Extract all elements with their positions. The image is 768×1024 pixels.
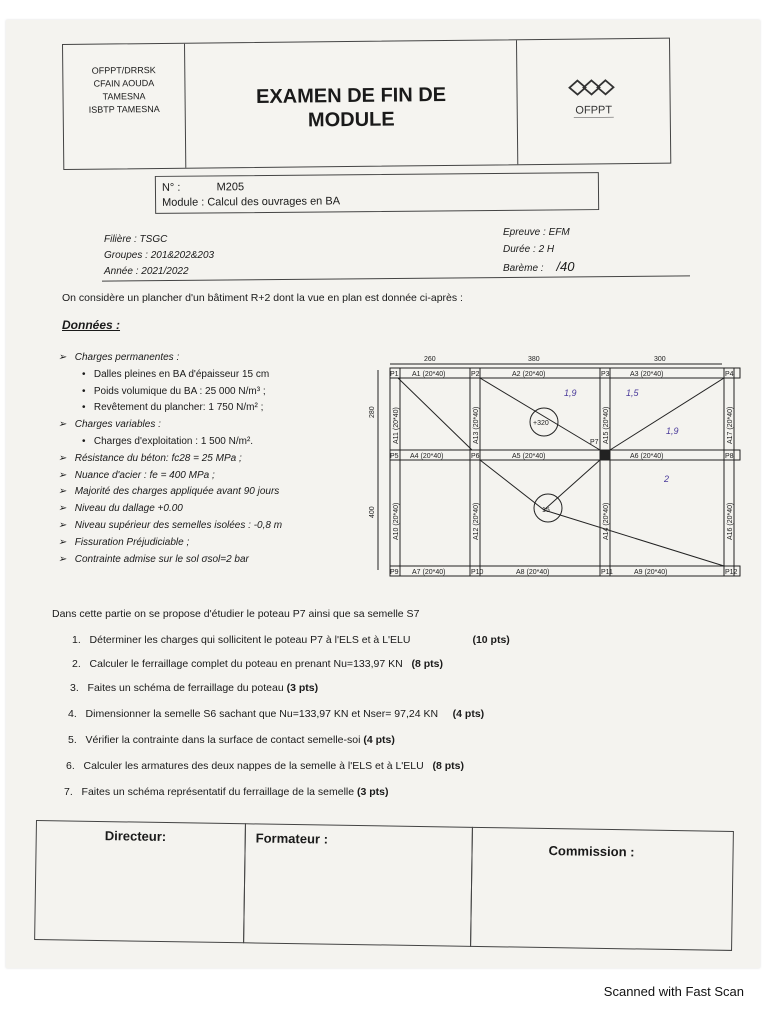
ofppt-logo	[517, 39, 670, 165]
donnee-item: • Revêtement du plancher: 1 750 N/m² ;	[82, 402, 264, 414]
module-number: M205	[216, 181, 245, 194]
info-bareme: Barème :	[503, 263, 544, 274]
exam-info-left	[104, 232, 214, 280]
plan-dim-left: 400	[369, 506, 376, 518]
beam-label: A2 (20*40)	[512, 371, 546, 378]
handwritten-note: 1,5	[626, 388, 639, 398]
donnee-item: ➢ Charges permanentes :	[58, 352, 180, 363]
institution-line: CFAIN AOUDA	[93, 78, 155, 89]
question-3: 3. Faites un schéma de ferraillage du poteau (3 pts)	[70, 682, 319, 694]
question-4: 4. Dimensionner la semelle S6 sachant que Nu=133,97 KN et Nser= 97,24 KN (4 pts)	[68, 708, 485, 720]
info-annee: Année : 2021/2022	[104, 266, 189, 277]
beam-label: A7 (20*40)	[412, 569, 446, 576]
beam-label: A17 (20*40)	[727, 406, 734, 444]
beam-label: A1 (20*40)	[412, 371, 446, 378]
logo-rings-icon	[517, 39, 670, 165]
institution-line: OFPPT/DRRSK	[91, 65, 156, 76]
beam-label: A9 (20*40)	[634, 569, 668, 576]
donnees-title: Données :	[62, 318, 121, 332]
question-6: 6. Calculer les armatures des deux nappes de la semelle à l'ELS et à L'ELU (8 pts)	[66, 760, 464, 772]
post-label: P11	[601, 569, 613, 576]
beam-label: A11 (20*40)	[393, 407, 400, 444]
beam-label: A4 (20*40)	[410, 453, 444, 460]
post-label: P2	[471, 371, 480, 378]
module-number-label: N° :	[161, 181, 181, 194]
plan-dim-left: 280	[369, 406, 376, 418]
exam-title-line: MODULE	[307, 108, 395, 132]
floor-plan	[368, 352, 744, 584]
question-1: 1. Déterminer les charges qui sollicitent le poteau P7 à l'ELS et à L'ELU (10 pts)	[72, 634, 510, 646]
beam-label: A16 (20*40)	[727, 502, 734, 540]
plan-dim-top: 260	[424, 356, 436, 363]
post-label: P3	[601, 371, 610, 378]
level-tag: +320	[533, 420, 549, 427]
scan-footer: Scanned with Fast Scan	[603, 984, 744, 999]
donnee-item: ➢ Nuance d'acier : fe = 400 MPa ;	[58, 469, 215, 481]
signature-table	[34, 820, 736, 951]
module-box	[155, 172, 599, 214]
plan-dim-top: 380	[528, 356, 540, 363]
donnee-item: ➢ Niveau supérieur des semelles isolées : -0,8 m	[58, 519, 283, 531]
signature-directeur: Directeur:	[34, 820, 246, 943]
exam-title	[185, 40, 518, 167]
exam-title-line: EXAMEN DE FIN DE	[255, 83, 447, 108]
signature-formateur: Formateur :	[243, 823, 473, 947]
question-5: 5. Vérifier la contrainte dans la surface de contact semelle-soi (4 pts)	[68, 734, 395, 746]
info-groupes: Groupes : 201&202&203	[104, 250, 215, 261]
beam-label: A14 (20*40)	[603, 502, 610, 540]
beam-label: A13 (20*40)	[473, 406, 480, 444]
intro-text: On considère un plancher d'un bâtiment R+2 dont la vue en plan est donnée ci-après :	[62, 292, 463, 304]
donnee-item: ➢ Fissuration Préjudiciable ;	[58, 536, 190, 548]
institution-line: TAMESNA	[102, 91, 146, 102]
beam-label: A15 (20*40)	[603, 406, 610, 444]
handwritten-note: 1,9	[564, 388, 577, 398]
question-2: 2. Calculer le ferraillage complet du poteau en prenant Nu=133,97 KN (8 pts)	[72, 658, 443, 670]
logo-text: OFPPT	[575, 104, 613, 117]
question-7: 7. Faites un schéma représentatif du ferraillage de la semelle (3 pts)	[64, 786, 389, 798]
info-duree: Durée : 2 H	[503, 244, 555, 255]
info-bareme-row	[503, 258, 574, 277]
module-name: Module : Calcul des ouvrages en BA	[162, 195, 341, 209]
post-label: P9	[390, 569, 399, 576]
handwritten-note: 1,9	[666, 426, 679, 436]
donnee-item: • Charges d'exploitation : 1 500 N/m².	[82, 435, 254, 447]
part-intro: Dans cette partie on se propose d'étudier le poteau P7 ainsi que sa semelle S7	[52, 608, 420, 620]
donnee-item: ➢ Résistance du béton: fc28 = 25 MPa ;	[58, 452, 242, 464]
beam-label: A6 (20*40)	[630, 453, 664, 460]
beam-label: A5 (20*40)	[512, 453, 546, 460]
beam-label: A12 (20*40)	[473, 502, 480, 540]
donnee-item: • Dalles pleines en BA d'épaisseur 15 cm	[82, 368, 270, 380]
post-label: P8	[725, 453, 734, 460]
post-label: P1	[390, 371, 399, 378]
signature-commission: Commission :	[470, 827, 734, 951]
exam-header	[62, 38, 671, 170]
donnee-item: ➢ Charges variables :	[58, 419, 161, 431]
plan-dim-top: 300	[654, 356, 666, 363]
level-tag: 15	[542, 507, 550, 514]
post-label: P5	[390, 453, 399, 460]
handwritten-note: 2	[664, 474, 670, 484]
donnee-item: ➢ Niveau du dallage +0.00	[58, 503, 183, 515]
institution-line: ISBTP TAMESNA	[88, 103, 160, 115]
beam-label: A8 (20*40)	[516, 569, 550, 576]
post-label: P4	[725, 371, 734, 378]
beam-label: A3 (20*40)	[630, 371, 664, 378]
post-label: P7	[590, 439, 599, 446]
post-label: P12	[725, 569, 738, 576]
institution-block	[63, 44, 186, 169]
post-label: P10	[471, 569, 484, 576]
donnee-item: ➢ Contrainte admise sur le sol σsol=2 bar	[58, 553, 249, 565]
beam-label: A10 (20*40)	[393, 502, 400, 540]
post-label: P6	[471, 453, 480, 460]
donnee-item: ➢ Majorité des charges appliquée avant 90 jours	[58, 486, 280, 498]
info-filiere: Filière : TSGC	[104, 234, 168, 245]
donnees-list	[58, 350, 388, 568]
info-epreuve: Epreuve : EFM	[503, 227, 570, 238]
bareme-value: /40	[556, 259, 575, 274]
donnee-item: • Poids volumique du BA : 25 000 N/m³ ;	[82, 385, 266, 397]
exam-info-right	[503, 224, 574, 277]
